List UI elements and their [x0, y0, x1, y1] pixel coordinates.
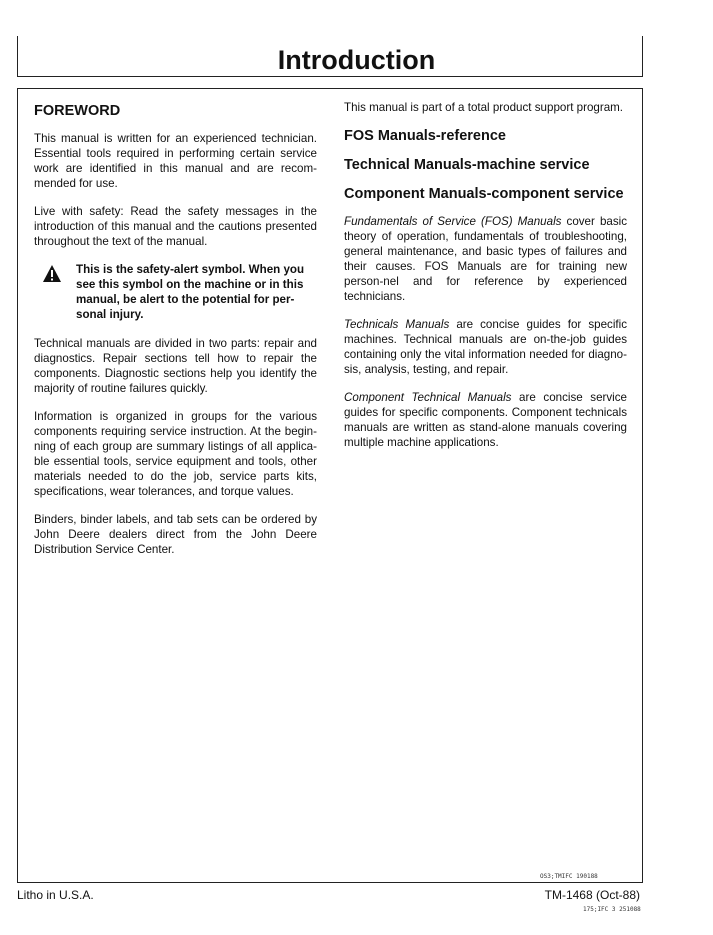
component-paragraph — [344, 390, 627, 450]
footer-litho: Litho in U.S.A. — [17, 888, 94, 902]
foreword-paragraph-3: Technical manuals are divided in two parts: repair and diagnostics. Repair sections tell how to repair the components. Diagnostic sections help you identify the majority of routine failures quickly. — [34, 337, 317, 395]
left-frame-rule — [17, 88, 18, 883]
fos-description: cover basic theory of operation, fundamentals of troubleshooting, general maintenance, and basic types of failures and their causes. FOS Manuals are for training new person-nel and for reference by experienced technicians. — [344, 215, 628, 303]
safety-alert-text: This is the safety-alert symbol. When you see this symbol on the machine or in this manual, be alert to the potential for per-sonal injury. — [76, 263, 305, 321]
safety-alert-block — [34, 262, 317, 322]
foreword-paragraph-2: Live with safety: Read the safety messages in the introduction of this manual and the cautions presented throughout the text of the manual. — [34, 205, 317, 248]
footer-code-top: OS3;TMIFC 190188 — [540, 873, 598, 880]
fos-manuals-heading: FOS Manuals-reference — [344, 128, 506, 144]
technical-paragraph — [344, 317, 627, 377]
footer-code-bottom: 175;IFC 3 251088 — [583, 906, 641, 913]
safety-alert-icon — [34, 262, 76, 322]
foreword-paragraph-1: This manual is written for an experienced technician. Essential tools required in performing certain service work are identified in this manual and are recom-mended for use. — [34, 132, 317, 190]
page-title: Introduction — [277, 45, 436, 75]
fos-paragraph — [344, 214, 627, 304]
foreword-paragraph-5: Binders, binder labels, and tab sets can be ordered by John Deere dealers direct from the John Deere Distribution Service Center. — [34, 513, 317, 556]
component-manuals-heading: Component Manuals-component service — [344, 186, 624, 202]
foreword-paragraph-4: Information is organized in groups for the various components requiring service instruction. At the begin-ning of each group are summary listings of all applica-ble essential tools, service equipment and tools, other materials needed to do the job, service parts kits, specifications, wear tolerances, and torque values. — [34, 410, 317, 498]
bottom-frame-rule — [17, 882, 643, 883]
foreword-heading: FOREWORD — [34, 103, 121, 119]
component-description: are concise service guides for specific components. Component technicals manuals are written as stand-alone manuals covering multiple machine applications. — [344, 391, 628, 449]
technical-manuals-heading: Technical Manuals-machine service — [344, 157, 590, 173]
technical-description: are concise guides for specific machines. Technical manuals are on-the-job guides containing only the vital information needed for diagno-sis, analysis, testing, and repair. — [344, 318, 627, 376]
left-column — [34, 100, 317, 570]
program-intro: This manual is part of a total product support program. — [344, 101, 624, 114]
component-title: Component Technical Manuals — [344, 391, 512, 404]
right-frame-rule — [642, 88, 643, 883]
body-top-rule — [17, 88, 643, 89]
right-column — [344, 100, 627, 463]
technical-title: Technicals Manuals — [344, 318, 450, 331]
fos-title: Fundamentals of Service (FOS) Manuals — [344, 215, 562, 228]
footer-manual-number: TM-1468 (Oct-88) — [544, 888, 640, 902]
